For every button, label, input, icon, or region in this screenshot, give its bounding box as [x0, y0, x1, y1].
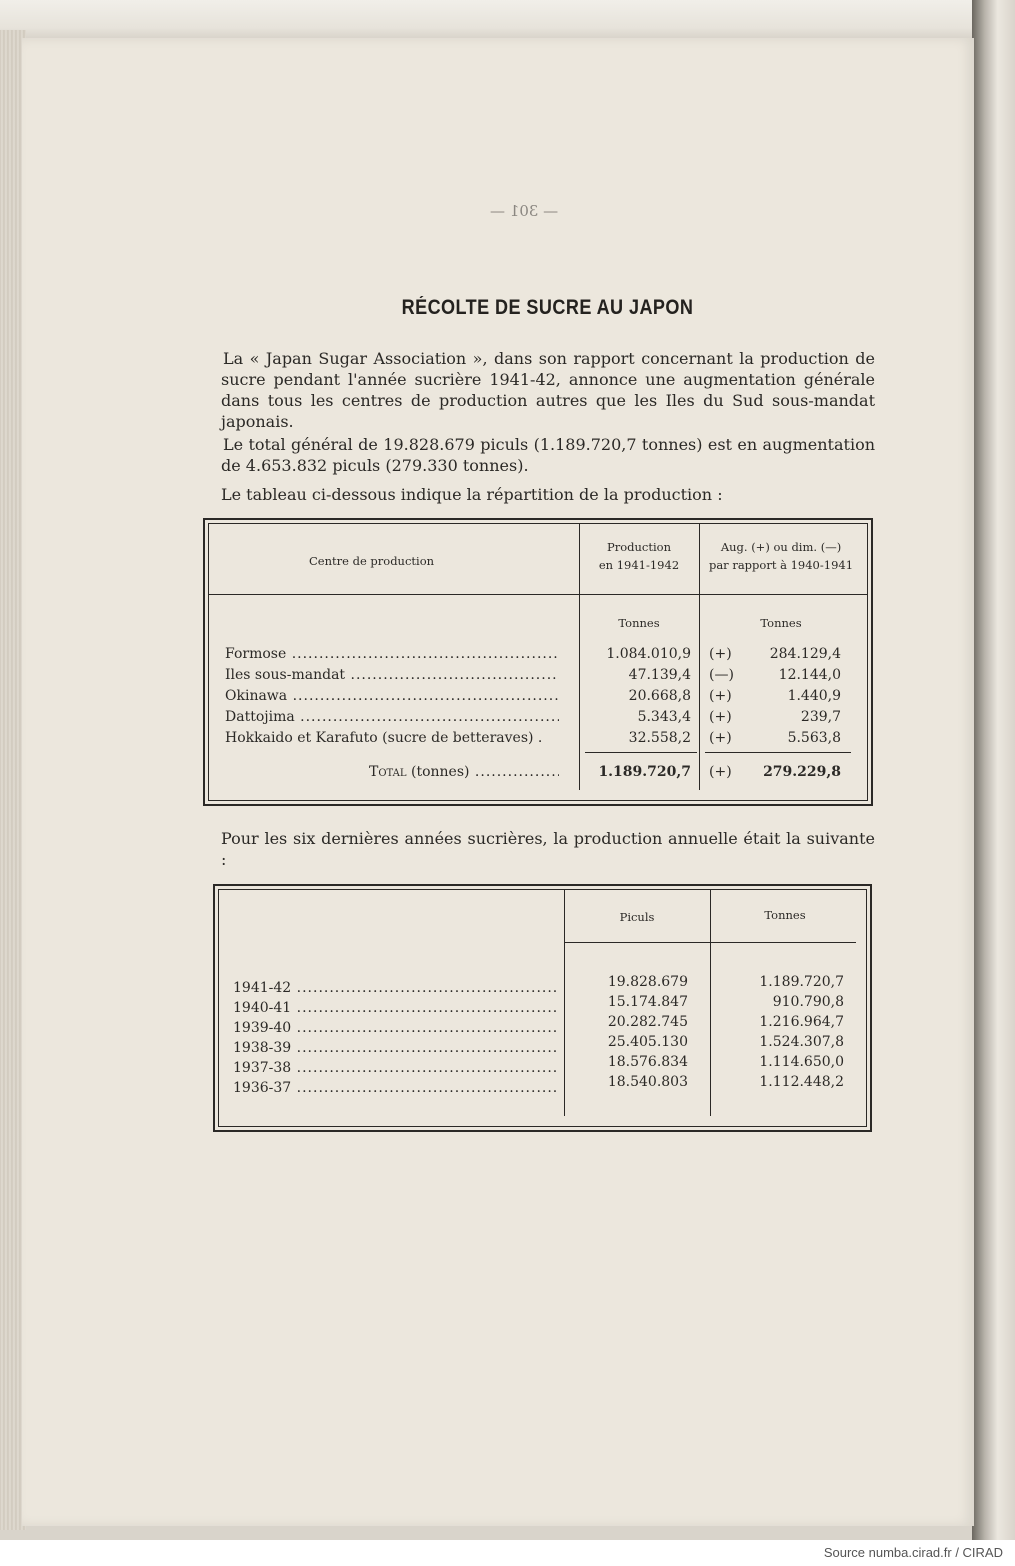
table1-header-production: Production — [607, 540, 671, 554]
table1-row-production: 32.558,2 — [628, 730, 691, 746]
table1-unit-production: Tonnes — [618, 616, 660, 630]
production-table — [203, 518, 873, 806]
table2-row-tonnes: 910.790,8 — [772, 994, 844, 1010]
table1-row-change: 1.440,9 — [787, 688, 841, 704]
table1-row-sign: (—) — [709, 667, 734, 683]
table2-row-tonnes: 1.216.964,7 — [759, 1014, 844, 1030]
table1-row-change: 239,7 — [800, 709, 841, 725]
table1-row-production: 5.343,4 — [637, 709, 691, 725]
table1-row-label: Dattojima ..... — [225, 707, 559, 728]
table1-total-rule-2 — [705, 752, 851, 753]
table1-row-label: Iles sous-mandat ..... — [225, 665, 559, 686]
page-title: RÉCOLTE DE SUCRE AU JAPON — [401, 296, 694, 319]
production-table-inner — [208, 523, 868, 801]
table2-row-year: 1938-39 ..... — [233, 1038, 559, 1059]
table2-header-piculs: Piculs — [619, 910, 655, 924]
table1-header-rule — [209, 594, 867, 595]
table1-divider-2 — [699, 524, 700, 790]
book-right-edge — [972, 0, 1015, 1540]
table2-row-tonnes: 1.114.650,0 — [759, 1054, 844, 1070]
table1-row-production: 47.139,4 — [628, 667, 691, 683]
table1-row-label: Hokkaido et Karafuto (sucre de betteraves) . — [225, 730, 543, 746]
source-credit: Source numba.cirad.fr / CIRAD — [823, 1545, 1003, 1560]
table1-row-change: 284.129,4 — [769, 646, 841, 662]
table2-row-piculs: 25.405.130 — [607, 1034, 688, 1050]
table2-row-tonnes: 1.189.720,7 — [759, 974, 844, 990]
table1-header-production-year: en 1941-1942 — [598, 558, 680, 572]
paragraph-six-years: Pour les six dernières années sucrières, la production annuelle était la suivante : — [221, 829, 875, 869]
paragraph-table-intro: Le tableau ci-dessous indique la répartition de la production : — [221, 485, 723, 504]
table1-row-sign: (+) — [709, 709, 732, 725]
table1-total-rule-1 — [585, 752, 697, 753]
paragraph-total: Le total général de 19.828.679 piculs (1.189.720,7 tonnes) est en augmentation de 4.653.832 piculs (279.330 tonnes). — [221, 435, 875, 475]
table1-header-centre: Centre de production — [309, 554, 435, 568]
table2-row-piculs: 19.828.679 — [607, 974, 688, 990]
table2-row-piculs: 20.282.745 — [607, 1014, 688, 1030]
table1-row-production: 20.668,8 — [628, 688, 691, 704]
table1-header-aug: Aug. (+) ou dim. (—) — [720, 540, 842, 554]
annual-production-table-inner — [218, 889, 867, 1127]
table2-row-year: 1939-40 ..... — [233, 1018, 559, 1039]
table1-row-label: Formose ..... — [225, 644, 559, 665]
table2-row-tonnes: 1.112.448,2 — [759, 1074, 844, 1090]
table1-total-production: 1.189.720,7 — [598, 764, 691, 780]
annual-production-table — [213, 884, 872, 1132]
table2-row-piculs: 18.576.834 — [607, 1054, 688, 1070]
table1-row-label: Okinawa ..... — [225, 686, 559, 707]
page-number: — 301 — — [490, 202, 559, 220]
table1-row-sign: (+) — [709, 646, 732, 662]
table1-total-change: 279.229,8 — [763, 764, 841, 780]
table2-row-year: 1940-41 ..... — [233, 998, 559, 1019]
table1-header-aug-ref: par rapport à 1940-1941 — [708, 558, 854, 572]
table1-row-sign: (+) — [709, 730, 732, 746]
table2-row-piculs: 18.540.803 — [607, 1074, 688, 1090]
table1-total-label: Total (tonnes) ..... — [369, 762, 559, 783]
table2-row-year: 1937-38 ..... — [233, 1058, 559, 1079]
table2-header-tonnes: Tonnes — [764, 908, 806, 922]
table1-unit-aug: Tonnes — [760, 616, 802, 630]
table2-row-year: 1941-42 ..... — [233, 978, 559, 999]
table1-total-sign: (+) — [709, 764, 732, 780]
table1-row-change: 5.563,8 — [787, 730, 841, 746]
table1-row-production: 1.084.010,9 — [606, 646, 691, 662]
table2-row-tonnes: 1.524.307,8 — [759, 1034, 844, 1050]
paragraph-intro: La « Japan Sugar Association », dans son rapport concernant la production de sucre pendant l'année sucrière 1941-42, annonce une augmentation générale dans tous les centres de production autres que les Iles du Sud sous-mandat japonais. — [221, 349, 875, 431]
table2-header-rule — [564, 942, 856, 943]
table1-row-sign: (+) — [709, 688, 732, 704]
table2-row-piculs: 15.174.847 — [607, 994, 688, 1010]
table2-row-year: 1936-37 ..... — [233, 1078, 559, 1099]
table1-row-change: 12.144,0 — [778, 667, 841, 683]
